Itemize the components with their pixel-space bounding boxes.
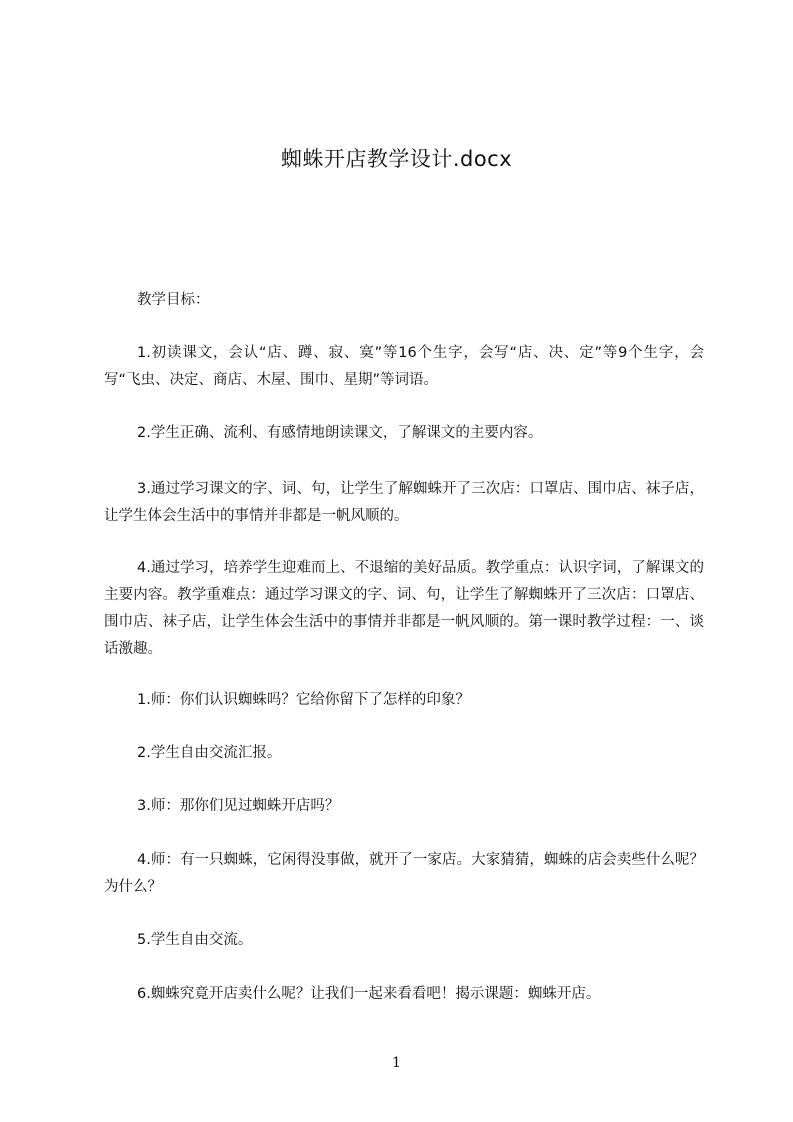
paragraph-step-6: 6.蜘蛛究竟开店卖什么呢？让我们一起来看看吧！揭示课题：蜘蛛开店。 (137, 986, 601, 1002)
paragraph-step-3: 3.师：那你们见过蜘蛛开店吗？ (137, 798, 340, 814)
paragraph-step-4: 4.师：有一只蜘蛛，它闲得没事做，就开了一家店。大家猜猜，蜘蛛的店会卖些什么呢？为什么？ (104, 852, 704, 895)
paragraph-objectives-heading: 教学目标： (137, 292, 210, 308)
paragraph-step-2: 2.学生自由交流汇报。 (137, 745, 282, 761)
paragraph-step-5: 5.学生自由交流。 (137, 932, 253, 948)
document-title: 蜘蛛开店教学设计.docx (280, 147, 513, 171)
page-number: 1 (392, 1055, 401, 1071)
paragraph-step-1: 1.师：你们认识蜘蛛吗？它给你留下了怎样的印象？ (137, 692, 470, 708)
paragraph-objective-3: 3.通过学习课文的字、词、句，让学生了解蜘蛛开了三次店：口罩店、围巾店、袜子店，让学生体会生活中的事情并非都是一帆风顺的。 (104, 481, 704, 524)
paragraph-objective-4: 4.通过学习，培养学生迎难而上、不退缩的美好品质。教学重点：认识字词，了解课文的主要内容。教学重难点：通过学习课文的字、词、句，让学生了解蜘蛛开了三次店：口罩店、围巾店、袜子店，让学生体会生活中的事情并非都是一帆风顺的。第一课时教学过程：一、谈话激趣。 (104, 560, 704, 657)
paragraph-objective-1: 1.初读课文，会认“店、蹲、寂、寞”等16个生字，会写“店、决、定”等9个生字，会写“飞虫、决定、商店、木屋、围巾、星期”等词语。 (104, 345, 704, 388)
paragraph-objective-2: 2.学生正确、流利、有感情地朗读课文，了解课文的主要内容。 (137, 425, 543, 441)
